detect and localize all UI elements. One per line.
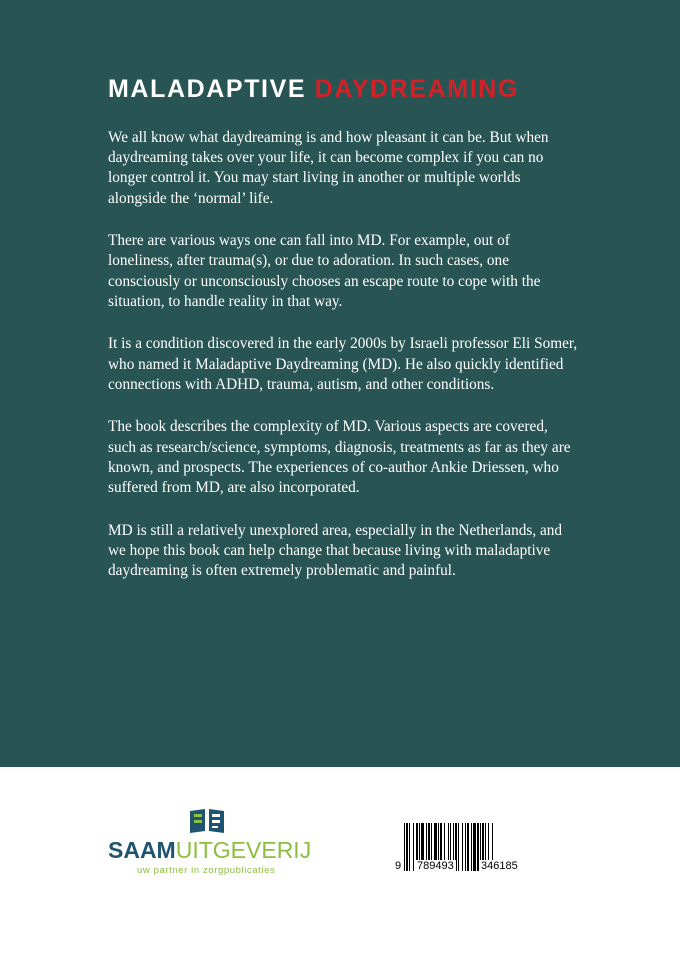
blurb-paragraph: It is a condition discovered in the early 2000s by Israeli professor Eli Somer, who named it Maladaptive Daydreaming (MD). He also quickly identified connections with ADHD, trauma, autism, and other conditions. — [108, 335, 578, 393]
isbn-group-2: 346185 — [481, 860, 518, 872]
publisher-book-icon — [188, 806, 226, 836]
bottom-strip — [0, 767, 680, 960]
isbn-barcode — [396, 823, 532, 883]
blurb-paragraph: We all know what daydreaming is and how pleasant it can be. But when daydreaming takes over your life, it can become complex if you can no longer control it. You may start living in another or multiple worlds alongside the ‘normal’ life. — [108, 129, 549, 207]
isbn-first-digit: 9 — [395, 860, 402, 872]
publisher-tagline: uw partner in zorgpublicaties — [137, 865, 276, 876]
isbn-number — [393, 860, 533, 874]
publisher-logo — [108, 837, 311, 863]
blurb-paragraph: The book describes the complexity of MD. Various aspects are covered, such as research/science, symptoms, diagnosis, treatments as far as they are known, and prospects. The experiences of co-author Ankie Driessen, who suffered from MD, are also incorporated. — [108, 418, 571, 497]
title-word-maladaptive: MALADAPTIVE — [108, 75, 307, 103]
isbn-group-1: 789493 — [417, 860, 454, 872]
book-title — [108, 74, 519, 104]
publisher-name-uitgeverij: UITGEVERIJ — [175, 837, 312, 863]
title-word-daydreaming: DAYDREAMING — [314, 75, 519, 103]
blurb-text — [108, 128, 578, 604]
publisher-name-saam: SAAM — [108, 837, 176, 863]
blurb-paragraph: There are various ways one can fall into MD. For example, out of loneliness, after trauma(s), or due to adoration. In such cases, one consciously or unconsciously chooses an escape route to cope with the situation, to handle reality in that way. — [108, 232, 541, 310]
blurb-paragraph: MD is still a relatively unexplored area, especially in the Netherlands, and we hope this book can help change that because living with maladaptive daydreaming is often extremely problematic and painful. — [108, 521, 563, 580]
